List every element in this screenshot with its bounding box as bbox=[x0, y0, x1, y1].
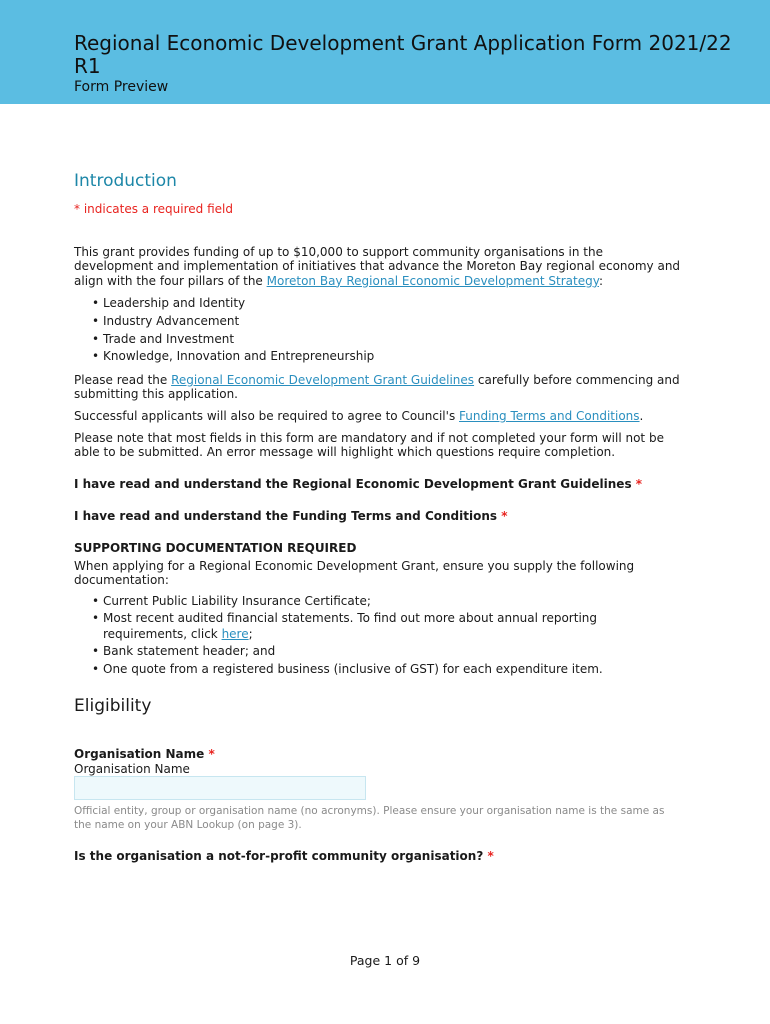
list-item: • Leadership and Identity bbox=[74, 295, 684, 313]
page-number: Page 1 of 9 bbox=[349, 953, 421, 968]
intro-paragraph-text: This grant provides funding of up to $10,000 to support community organisations in the development and implementation of initiatives that advance the Moreton Bay regional economy and align with the four pillars of the bbox=[74, 244, 681, 288]
list-item: • One quote from a registered business (inclusive of GST) for each expenditure item. bbox=[74, 662, 684, 678]
header-banner bbox=[0, 0, 770, 104]
list-item: • Trade and Investment bbox=[74, 331, 684, 349]
list-item: • Industry Advancement bbox=[74, 313, 684, 331]
org-name-help: Official entity, group or organisation name (no acronyms). Please ensure your organisation name is the same as the name on your ABN Lookup (on page 3). bbox=[74, 805, 665, 831]
guidelines-link[interactable]: Regional Economic Development Grant Guidelines bbox=[171, 372, 475, 387]
ack-terms-label bbox=[74, 509, 684, 524]
strategy-link[interactable]: Moreton Bay Regional Economic Development Strategy bbox=[266, 273, 599, 288]
mandatory-note: Please note that most fields in this form are mandatory and if not completed your form will not be able to be submitted. An error message will highlight which questions require completion. bbox=[74, 430, 664, 460]
required-asterisk: * bbox=[487, 849, 494, 864]
ack-guidelines-text: I have read and understand the Regional Economic Development Grant Guidelines bbox=[74, 476, 632, 491]
required-field-note: * indicates a required field bbox=[74, 202, 233, 216]
doc2-end: ; bbox=[248, 626, 253, 641]
form-content bbox=[74, 170, 684, 864]
list-item: • Current Public Liability Insurance Certificate; bbox=[74, 594, 684, 610]
form-subtitle: Form Preview bbox=[74, 79, 169, 95]
form-title: Regional Economic Development Grant Application Form 2021/22 R1 bbox=[74, 31, 732, 78]
documents-list bbox=[74, 594, 684, 678]
intro-paragraph-end: : bbox=[598, 273, 604, 288]
nfp-question-text: Is the organisation a not-for-profit community organisation? bbox=[74, 849, 484, 864]
required-asterisk: * bbox=[635, 476, 643, 491]
org-name-label-text: Organisation Name bbox=[74, 747, 205, 762]
reporting-here-link[interactable]: here bbox=[221, 626, 249, 641]
list-item: • Bank statement header; and bbox=[74, 644, 684, 660]
org-name-input[interactable] bbox=[74, 776, 366, 800]
intro-paragraph bbox=[74, 245, 684, 289]
guidelines-paragraph-post: carefully before commencing and submitting this application. bbox=[74, 372, 680, 402]
doc2-text: Most recent audited financial statements. To find out more about annual reporting requirements, click bbox=[103, 611, 597, 641]
terms-link[interactable]: Funding Terms and Conditions bbox=[459, 408, 640, 423]
section-heading-introduction: Introduction bbox=[74, 171, 177, 191]
supporting-docs-intro: When applying for a Regional Economic Development Grant, ensure you supply the following documentation: bbox=[74, 558, 635, 588]
pillars-list bbox=[74, 295, 684, 365]
terms-paragraph bbox=[74, 409, 684, 424]
terms-paragraph-pre: Successful applicants will also be required to agree to Council's bbox=[74, 408, 460, 423]
ack-terms-text: I have read and understand the Funding Terms and Conditions bbox=[74, 509, 498, 524]
section-heading-eligibility: Eligibility bbox=[74, 696, 152, 717]
org-name-label bbox=[74, 747, 684, 762]
guidelines-paragraph bbox=[74, 373, 684, 402]
list-item: • Knowledge, Innovation and Entrepreneurship bbox=[74, 348, 684, 366]
ack-guidelines-label bbox=[74, 477, 684, 492]
terms-paragraph-post: . bbox=[639, 408, 644, 423]
list-item bbox=[74, 611, 684, 642]
guidelines-paragraph-pre: Please read the bbox=[74, 372, 172, 387]
supporting-docs-heading: SUPPORTING DOCUMENTATION REQUIRED bbox=[74, 540, 357, 555]
required-asterisk: * bbox=[208, 747, 215, 762]
nfp-question-label bbox=[74, 849, 684, 864]
org-name-sublabel: Organisation Name bbox=[74, 761, 190, 776]
required-asterisk: * bbox=[501, 509, 508, 524]
